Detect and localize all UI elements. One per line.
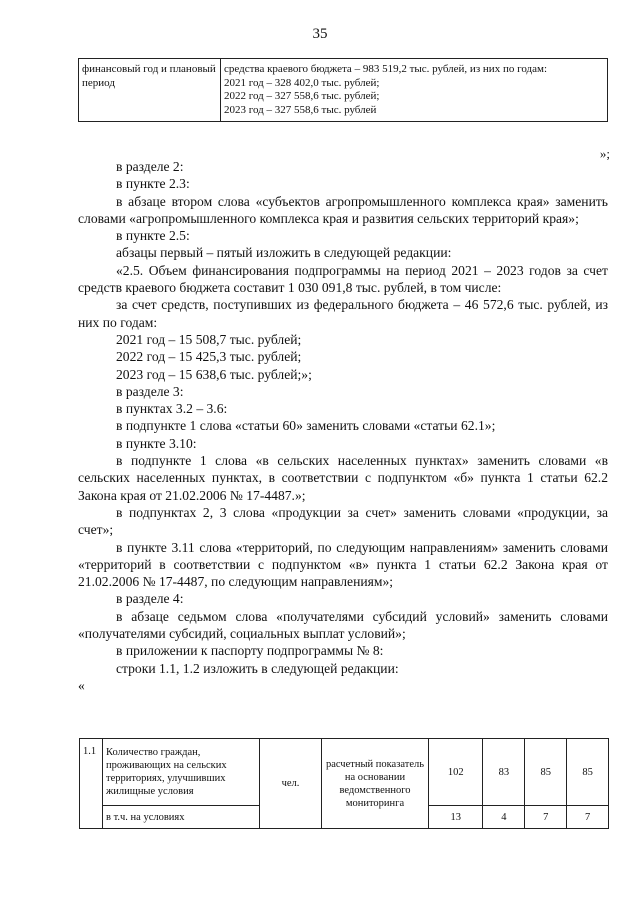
paragraph: в разделе 2: [116,159,184,174]
financing-line: 2022 год – 327 558,6 тыс. рублей; [224,90,380,102]
financing-line: 2021 год – 328 402,0 тыс. рублей; [224,76,380,89]
indicator-name: Количество граждан, проживающих на сельских территориях, улучшивших жилищные условия [103,739,260,806]
paragraph: в приложении к паспорту подпрограммы № 8: [116,643,384,659]
financing-values [221,59,608,122]
paragraph: в пунктах 3.2 – 3.6: [116,401,228,417]
paragraph: 2022 год – 15 425,3 тыс. рублей; [116,349,302,365]
paragraph: абзацы первый – пятый изложить в следующей редакции: [116,245,452,261]
paragraph: в абзаце втором слова «субъектов агропромышленного комплекса края» заменить словами «агропромышленного комплекса края и развития сельских территорий края»; [78,193,608,226]
value-cell: 83 [483,739,525,806]
value-cell: 7 [567,806,609,829]
paragraph: в разделе 4: [116,591,184,607]
paragraph: в подпунктах 2, 3 слова «продукции за счет» заменить словами «продукции, за счет»; [78,504,608,538]
paragraph: 2023 год – 15 638,6 тыс. рублей;»; [116,366,312,382]
document-body [78,158,608,694]
paragraph: «2.5. Объем финансирования подпрограммы на период 2021 – 2023 годов за счет средств краевого бюджета составит 1 030 091,8 тыс. рублей, в том числе: [78,262,608,296]
paragraph: 2021 год – 15 508,7 тыс. рублей; [116,331,302,347]
indicators-table [79,738,609,829]
financing-line: средства краевого бюджета – 983 519,2 тыс. рублей, из них по годам: [224,63,547,75]
source-cell: расчетный показатель на основании ведомственного мониторинга [322,739,429,829]
value-cell: 85 [567,739,609,806]
quote-open-mark: « [78,677,85,693]
value-cell: 4 [483,806,525,829]
quote-close-mark: »; [599,146,610,161]
paragraph: в пункте 2.5: [116,228,190,244]
unit-cell: чел. [260,739,322,829]
paragraph: в разделе 3: [116,383,184,399]
financing-table [78,58,608,122]
value-cell: 13 [429,806,483,829]
financing-label: финансовый год и плановый период [79,59,221,122]
value-cell: 7 [525,806,567,829]
value-cell: 102 [429,739,483,806]
paragraph: в подпункте 1 слова «в сельских населенных пунктах» заменить словами «в сельских населенных пунктах, в соответствии с подпунктом «б» пункта 1 статьи 62.2 Закона края от 21.02.2006 № 17-4487.»; [78,453,608,503]
table-row [80,739,609,806]
paragraph: в пункте 3.11 слова «территорий, по следующим направлениям» заменить словами «территорий в соответствии с подпунктом «в» пункта 1 статьи 62.2 Закона края от 21.02.2006 № 17-4487, по следующим направлениям»; [78,539,608,590]
paragraph: в пункте 3.10: [116,435,197,451]
paragraph: в подпункте 1 слова «статьи 60» заменить словами «статьи 62.1»; [116,418,496,434]
value-cell: 85 [525,739,567,806]
sub-indicator-name: в т.ч. на условиях [103,806,260,829]
paragraph: в пункте 2.3: [116,176,190,192]
row-number: 1.1 [80,739,103,829]
page-number: 35 [312,26,328,42]
paragraph: в абзаце седьмом слова «получателями субсидий условий» заменить словами «получателями субсидий, социальных выплат условий»; [78,608,608,642]
financing-line: 2023 год – 327 558,6 тыс. рублей [224,103,377,116]
paragraph: за счет средств, поступивших из федерального бюджета – 46 572,6 тыс. рублей, из них по годам: [78,297,608,330]
paragraph: строки 1.1, 1.2 изложить в следующей редакции: [116,660,399,676]
